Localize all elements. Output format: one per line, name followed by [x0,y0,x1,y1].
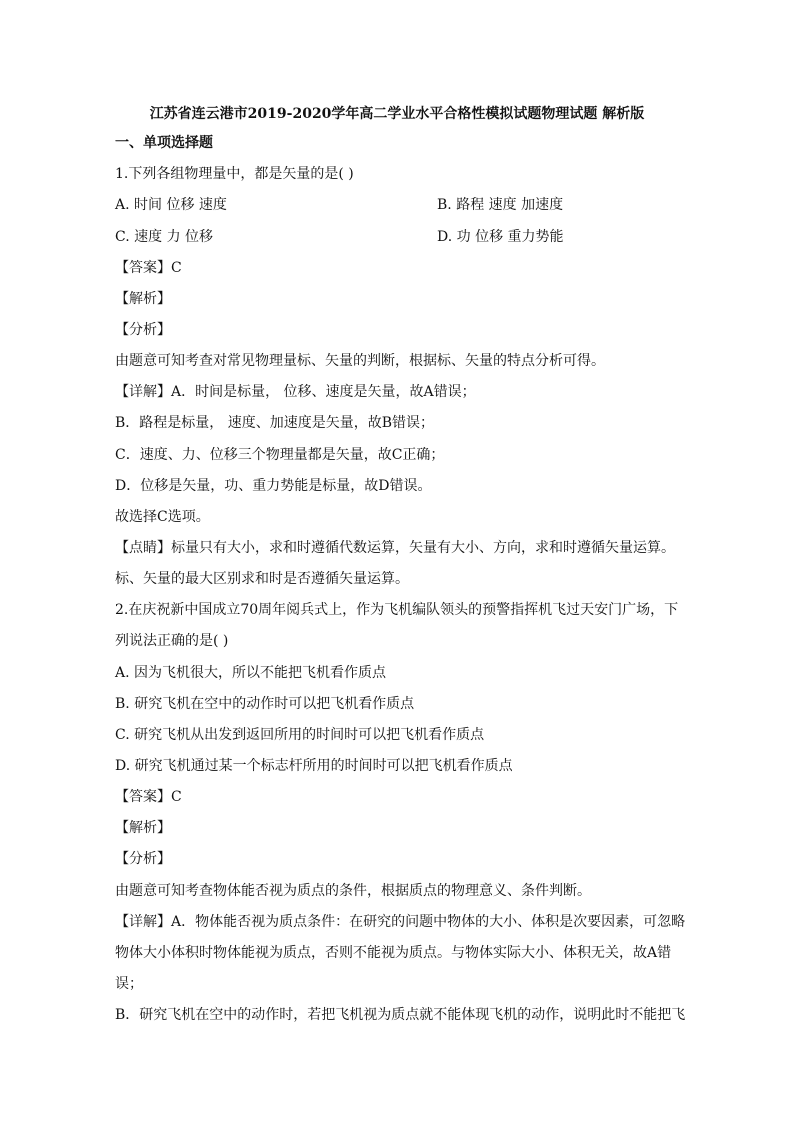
q2-detail-line: 误； [115,976,143,992]
q2-fenxi-label: 【分析】 [115,851,171,867]
q1-dianjing-line: 【点睛】标量只有大小，求和时遵循代数运算，矢量有大小、方向，求和时遵循矢量运算。 [115,540,675,556]
q2-stem-line: 2.在庆祝新中国成立70周年阅兵式上，作为飞机编队领头的预警指挥机飞过天安门广场，下 [115,602,679,618]
q2-detail-line: 【详解】A．物体能否视为质点条件：在研究的问题中物体的大小、体积是次要因素，可忽略 [115,914,686,930]
q2-detail-line: B．研究飞机在空中的动作时，若把飞机视为质点就不能体现飞机的动作，说明此时不能把飞 [115,1007,686,1023]
q2-analysis-text: 由题意可知考查物体能否视为质点的条件，根据质点的物理意义、条件判断。 [115,883,591,899]
q2-option-c: C. 研究飞机从出发到返回所用的时间时可以把飞机看作质点 [115,727,485,743]
q2-option-d: D. 研究飞机通过某一个标志杆所用的时间时可以把飞机看作质点 [115,758,513,774]
q1-option-c: C. 速度 力 位移 [115,229,214,245]
section-heading: 一、单项选择题 [115,135,213,151]
q2-option-b: B. 研究飞机在空中的动作时可以把飞机看作质点 [115,696,415,712]
q1-jiexi-label: 【解析】 [115,291,171,307]
q1-detail-line: C．速度、力、位移三个物理量都是矢量，故C正确； [115,447,445,463]
q2-detail-line: 物体大小体积时物体能视为质点，否则不能视为质点。与物体实际大小、体积无关，故A错 [115,945,672,961]
q1-option-a: A. 时间 位移 速度 [115,197,227,213]
q1-answer: 【答案】C [115,260,182,276]
q2-jiexi-label: 【解析】 [115,820,171,836]
q1-option-d: D. 功 位移 重力势能 [437,229,564,245]
document-title: 江苏省连云港市2019-2020学年高二学业水平合格性模拟试题物理试题 解析版 [149,106,645,122]
q2-stem-line: 列说法正确的是( ) [115,633,229,649]
q1-detail-line: 【详解】A．时间是标量， 位移、速度是矢量，故A错误； [115,384,476,400]
q2-answer: 【答案】C [115,789,182,805]
q1-analysis-text: 由题意可知考查对常见物理量标、矢量的判断，根据标、矢量的特点分析可得。 [115,353,605,369]
q1-detail-line: D．位移是矢量，功、重力势能是标量，故D错误。 [115,478,432,494]
q1-dianjing-line: 标、矢量的最大区别求和时是否遵循矢量运算。 [115,571,409,587]
q1-stem: 1.下列各组物理量中，都是矢量的是( ) [115,166,354,182]
q1-option-b: B. 路程 速度 加速度 [437,197,564,213]
q1-fenxi-label: 【分析】 [115,322,171,338]
q1-detail-line: B．路程是标量， 速度、加速度是矢量，故B错误； [115,415,435,431]
q2-option-a: A. 因为飞机很大，所以不能把飞机看作质点 [115,665,387,681]
q1-conclusion: 故选择C选项。 [115,509,210,525]
